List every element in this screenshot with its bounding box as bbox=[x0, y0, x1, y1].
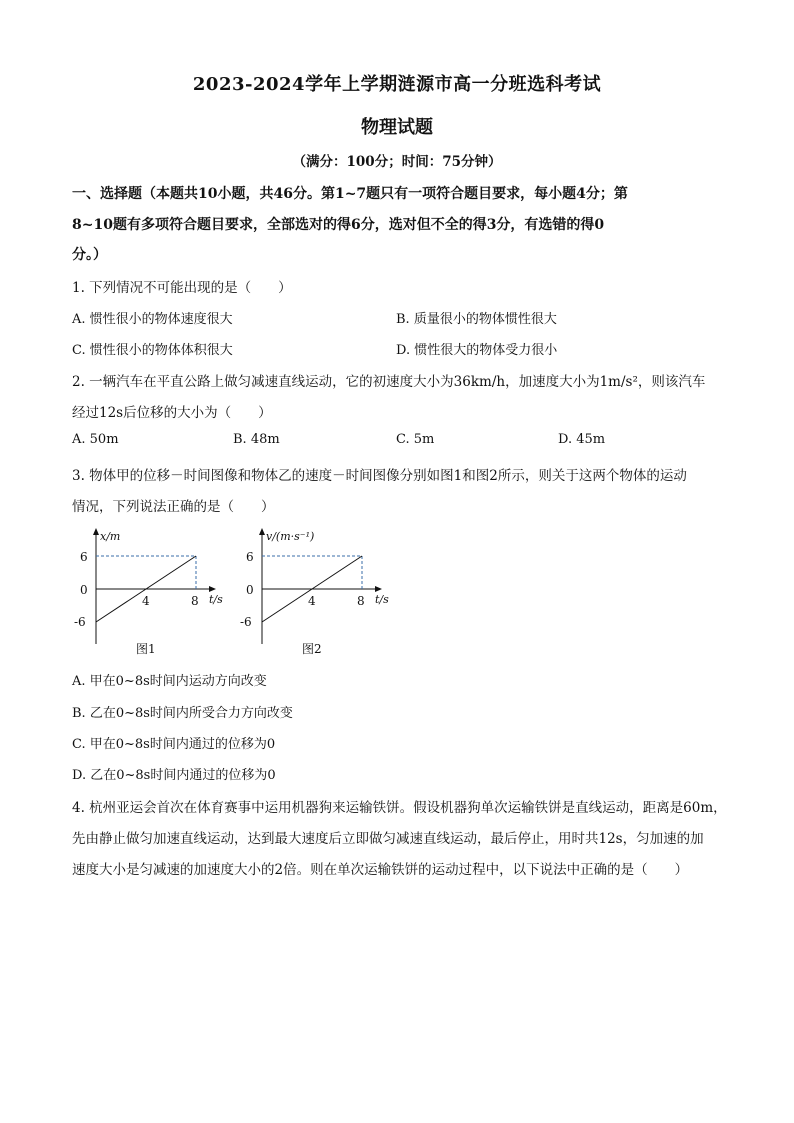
y-axis-arrow-icon bbox=[259, 528, 265, 535]
x-tick-4: 4 bbox=[142, 594, 150, 608]
exam-title: 2023-2024学年上学期涟源市高一分班选科考试 bbox=[192, 74, 602, 95]
section-instructions-line3: 分。） bbox=[72, 247, 107, 263]
q4-stem-line1: 4. 杭州亚运会首次在体育赛事中运用机器狗来运输铁饼。假设机器狗单次运输铁饼是直线运动，距离是60m， bbox=[72, 800, 727, 816]
x-tick-8: 8 bbox=[357, 594, 365, 608]
section-instructions-line1: 一、选择题（本题共10小题，共46分。第1~7题只有一项符合题目要求，每小题4分；第 bbox=[72, 186, 628, 202]
q2-option-b: B. 48m bbox=[233, 432, 280, 447]
figure-caption: 图2 bbox=[302, 642, 322, 656]
y-tick-6: 6 bbox=[246, 550, 254, 564]
y-axis-label: x/m bbox=[100, 530, 121, 543]
y-tick-6: 6 bbox=[80, 550, 88, 564]
figure-caption: 图1 bbox=[136, 642, 156, 656]
q1-option-d: D. 惯性很大的物体受力很小 bbox=[396, 343, 558, 358]
q3-option-b: B. 乙在0~8s时间内所受合力方向改变 bbox=[72, 706, 293, 721]
y-tick-0: 0 bbox=[80, 583, 88, 597]
exam-subject: 物理试题 bbox=[361, 117, 433, 138]
q1-option-b: B. 质量很小的物体惯性很大 bbox=[396, 312, 557, 327]
q3-option-d: D. 乙在0~8s时间内通过的位移为0 bbox=[72, 768, 276, 783]
q3-option-a: A. 甲在0~8s时间内运动方向改变 bbox=[72, 674, 267, 689]
q1-option-a: A. 惯性很小的物体速度很大 bbox=[72, 312, 233, 327]
y-tick-0: 0 bbox=[246, 583, 254, 597]
exam-meta: （满分：100分；时间：75分钟） bbox=[292, 154, 502, 170]
x-axis-label: t/s bbox=[209, 593, 223, 606]
y-axis-label: v/(m·s⁻¹) bbox=[266, 530, 315, 543]
q3-stem-line2: 情况，下列说法正确的是（ ） bbox=[72, 499, 275, 515]
x-axis-label: t/s bbox=[375, 593, 389, 606]
figure-2 bbox=[236, 522, 396, 666]
q4-stem-line3: 速度大小是匀减速的加速度大小的2倍。则在单次运输铁饼的运动过程中，以下说法中正确的是（ ） bbox=[72, 862, 689, 878]
y-tick-neg6: -6 bbox=[240, 615, 252, 629]
q2-stem-line2: 经过12s后位移的大小为（ ） bbox=[72, 405, 272, 421]
y-axis-arrow-icon bbox=[93, 528, 99, 535]
q2-option-c: C. 5m bbox=[396, 432, 435, 447]
q1-stem: 1. 下列情况不可能出现的是（ ） bbox=[72, 280, 292, 296]
q3-option-c: C. 甲在0~8s时间内通过的位移为0 bbox=[72, 737, 276, 752]
q2-stem-line1: 2. 一辆汽车在平直公路上做匀减速直线运动，它的初速度大小为36km/h，加速度大小为1m/s²，则该汽车 bbox=[72, 374, 706, 390]
figure-2-svg bbox=[236, 522, 396, 662]
figure-1 bbox=[70, 522, 230, 666]
x-axis-arrow-icon bbox=[209, 586, 216, 592]
q1-option-c: C. 惯性很小的物体体积很大 bbox=[72, 343, 233, 358]
section-instructions-line2: 8~10题有多项符合题目要求，全部选对的得6分，选对但不全的得3分，有选错的得0 bbox=[72, 217, 605, 233]
q2-option-d: D. 45m bbox=[558, 432, 606, 447]
q2-option-a: A. 50m bbox=[72, 432, 119, 447]
q3-stem-line1: 3. 物体甲的位移－时间图像和物体乙的速度－时间图像分别如图1和图2所示，则关于这两个物体的运动 bbox=[72, 468, 687, 484]
y-tick-neg6: -6 bbox=[74, 615, 86, 629]
x-axis-arrow-icon bbox=[375, 586, 382, 592]
x-tick-8: 8 bbox=[191, 594, 199, 608]
figure-1-svg bbox=[70, 522, 230, 662]
q4-stem-line2: 先由静止做匀加速直线运动，达到最大速度后立即做匀减速直线运动，最后停止，用时共12s，匀加速的加 bbox=[72, 831, 704, 847]
x-tick-4: 4 bbox=[308, 594, 316, 608]
